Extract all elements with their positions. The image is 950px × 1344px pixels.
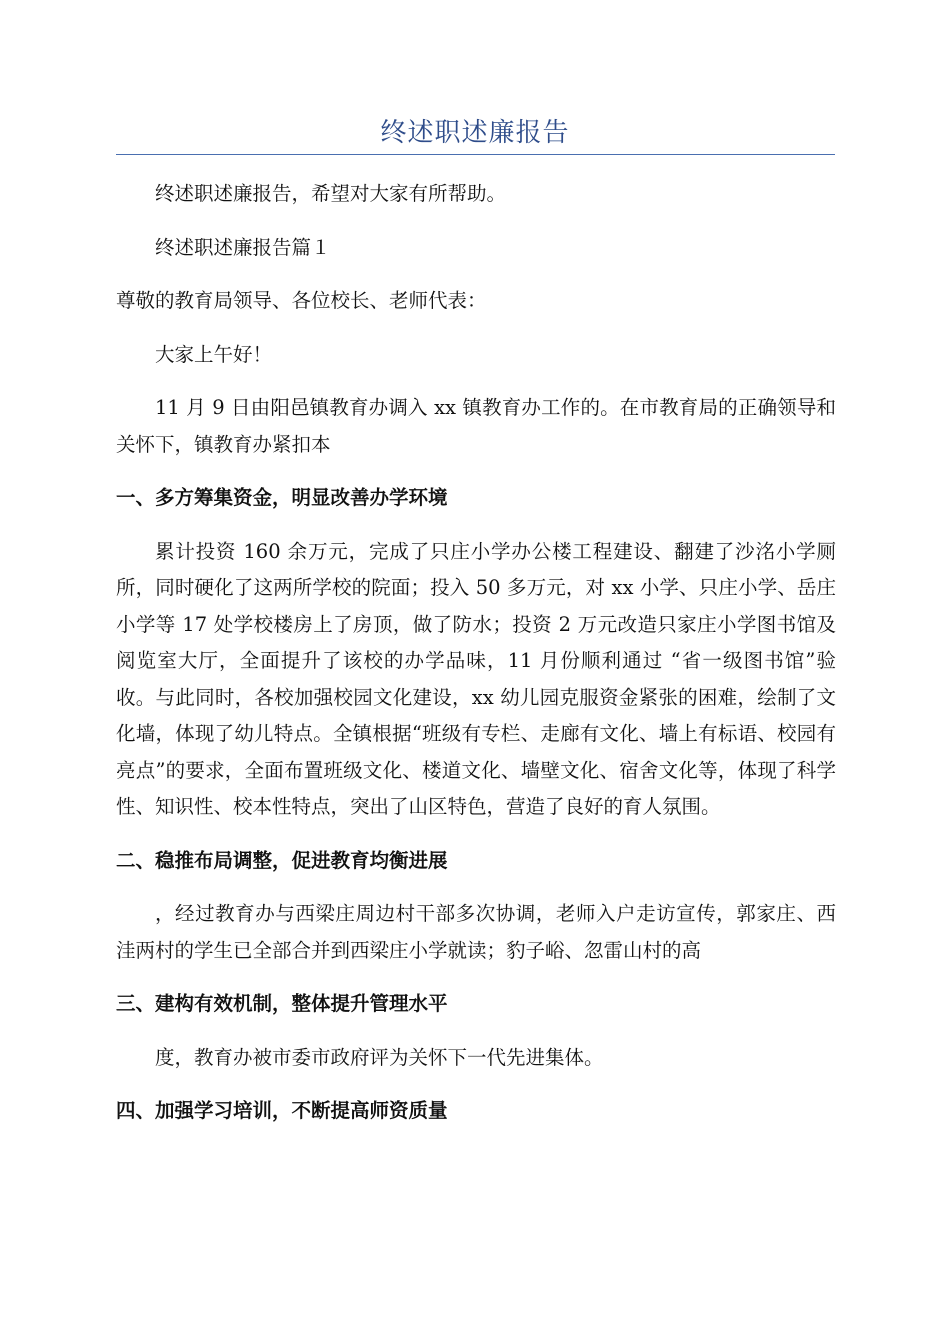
document-body <box>116 176 836 1147</box>
heading-3: 三、建构有效机制，整体提升管理水平 <box>116 992 448 1015</box>
salutation: 尊敬的教育局领导、各位校长、老师代表： <box>116 289 487 312</box>
document-title: 终述职述廉报告 <box>380 118 570 148</box>
section-label: 终述职述廉报告篇１ <box>155 235 331 259</box>
intro-paragraph: 终述职述廉报告，希望对大家有所帮助。 <box>155 182 507 205</box>
section-2-paragraph: ，经过教育办与西梁庄周边村干部多次协调，老师入户走访宣传，郭家庄、西洼两村的学生已全部合并到西梁庄小学就读；豹子峪、忽雷山村的高 <box>116 902 836 962</box>
heading-4: 四、加强学习培训，不断提高师资质量 <box>116 1099 448 1122</box>
heading-1: 一、多方筹集资金，明显改善办学环境 <box>116 486 448 509</box>
section-3-paragraph: 度，教育办被市委市政府评为关怀下一代先进集体。 <box>155 1045 604 1069</box>
opening-paragraph: 11 月 9 日由阳邑镇教育办调入 xx 镇教育办工作的。在市教育局的正确领导和关怀下，镇教育办紧扣本 <box>116 396 836 456</box>
section-1-paragraph: 累计投资 160 余万元，完成了只庄小学办公楼工程建设、翻建了沙洺小学厕所，同时硬化了这两所学校的院面；投入 50 多万元，对 xx 小学、只庄小学、岳庄小学等 17 处学校楼房上了房顶，做了防水；投资 2 万元改造只家庄小学图书馆及阅览室大厅，全面提升了该校的办学品味，11 月份顺利通过 “省一级图书馆”验收。与此同时，各校加强校园文化建设，xx 幼儿园克服资金紧张的困难，绘制了文化墙，体现了幼儿特点。全镇根据“班级有专栏、走廊有文化、墙上有标语、校园有亮点”的要求，全面布置班级文化、楼道文化、墙壁文化、宿舍文化等，体现了科学性、知识性、校本性特点，突出了山区特色，营造了良好的育人氛围。 <box>116 539 836 818</box>
title-underline <box>116 154 835 155</box>
greeting: 大家上午好！ <box>155 342 273 366</box>
heading-2: 二、稳推布局调整，促进教育均衡进展 <box>116 848 448 872</box>
